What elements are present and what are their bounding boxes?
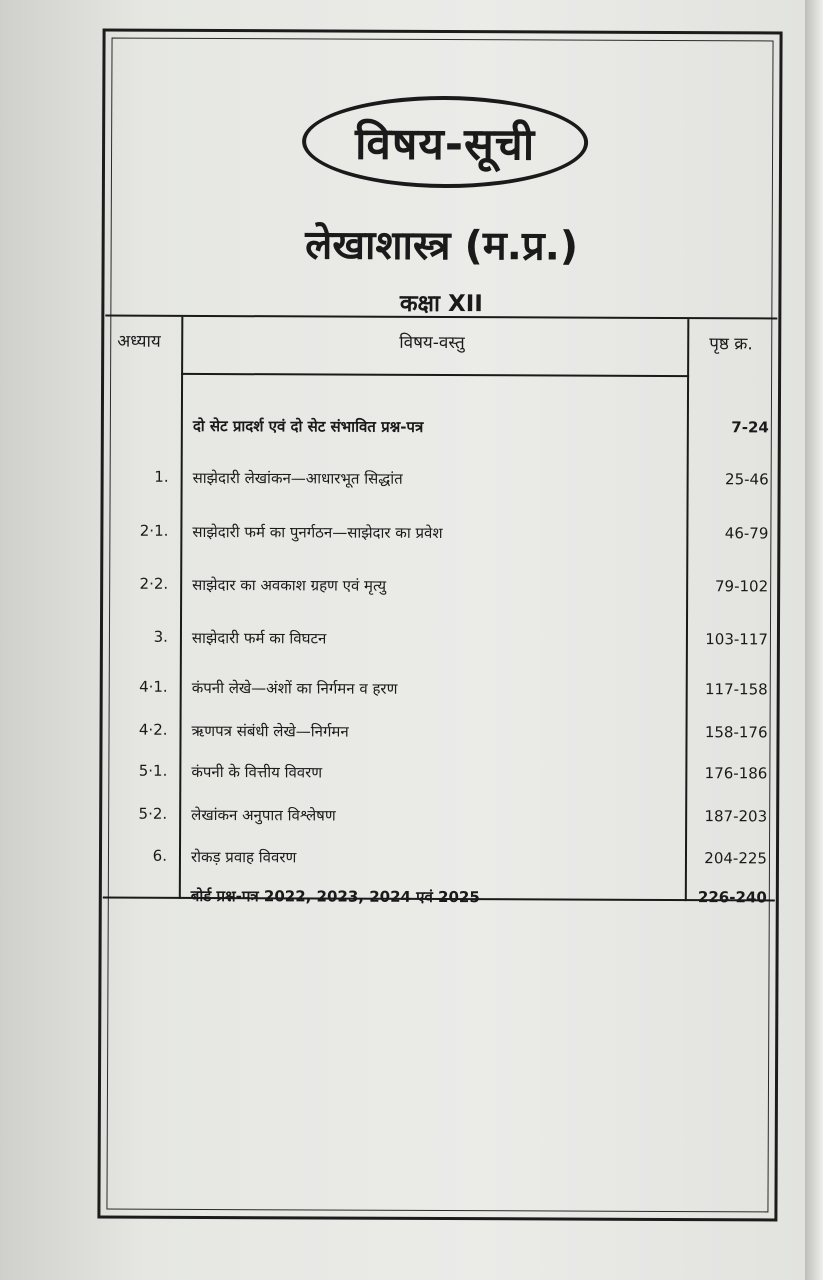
page-range: 46-79 bbox=[724, 524, 769, 543]
table-row bbox=[103, 721, 775, 754]
page-range: 7-24 bbox=[731, 418, 769, 437]
page-range: 158-176 bbox=[704, 723, 768, 742]
table-row bbox=[105, 416, 777, 449]
table-row bbox=[104, 628, 776, 661]
page-range: 204-225 bbox=[704, 849, 768, 868]
table-row bbox=[103, 805, 775, 838]
chapter-title: दो सेट प्रादर्श एवं दो सेट संभावित प्रश्न-पत्र bbox=[192, 416, 424, 436]
page-range: 187-203 bbox=[704, 807, 768, 826]
header-rule bbox=[181, 373, 689, 377]
header-chapter: अध्याय bbox=[117, 331, 161, 352]
page-range: 226-240 bbox=[697, 888, 767, 907]
contents-frame bbox=[97, 29, 782, 1222]
table-row bbox=[104, 522, 776, 555]
page-range: 79-102 bbox=[714, 577, 769, 596]
chapter-title: साझेदारी लेखांकन—आधारभूत सिद्धांत bbox=[192, 468, 403, 488]
subject-title: लेखाशास्त्र (म.प्र.) bbox=[305, 222, 579, 270]
table-row bbox=[103, 847, 775, 880]
chapter-title: बोर्ड प्रश्न-पत्र 2022, 2023, 2024 एवं 2025 bbox=[190, 886, 480, 907]
page-range: 25-46 bbox=[725, 470, 769, 489]
chapter-number: 5·1. bbox=[138, 761, 168, 780]
header-page: पृष्ठ क्र. bbox=[709, 334, 753, 355]
chapter-number: 6. bbox=[152, 846, 168, 865]
inner-border bbox=[106, 38, 773, 1213]
chapter-title: ऋणपत्र संबंधी लेखे—निर्गमन bbox=[191, 721, 349, 741]
chapter-number: 5·2. bbox=[138, 804, 168, 823]
chapter-number: 4·1. bbox=[139, 677, 168, 696]
page-range: 176-186 bbox=[704, 764, 768, 783]
chapter-number: 1. bbox=[154, 467, 169, 486]
page-range: 117-158 bbox=[704, 680, 768, 699]
table-row bbox=[103, 886, 775, 919]
chapter-title: साझेदार का अवकाश ग्रहण एवं मृत्यु bbox=[192, 575, 387, 595]
chapter-title: कंपनी के वित्तीय विवरण bbox=[191, 762, 323, 782]
header-content: विषय-वस्तु bbox=[399, 332, 465, 354]
page-edge bbox=[805, 0, 823, 1280]
table-row bbox=[103, 762, 775, 795]
chapter-title: लेखांकन अनुपात विश्लेषण bbox=[191, 805, 336, 825]
chapter-number: 3. bbox=[153, 627, 168, 646]
chapter-number: 4·2. bbox=[138, 720, 168, 739]
chapter-number: 2·1. bbox=[139, 521, 169, 540]
contents-table bbox=[103, 317, 778, 907]
title-oval bbox=[302, 95, 588, 188]
chapter-title: साझेदारी फर्म का पुनर्गठन—साझेदार का प्रवेश bbox=[192, 522, 443, 543]
chapter-title: रोकड़ प्रवाह विवरण bbox=[190, 847, 297, 867]
page-title: विषय-सूची bbox=[354, 118, 536, 171]
table-row bbox=[104, 678, 776, 711]
table-row bbox=[104, 575, 776, 608]
chapter-title: कंपनी लेखे—अंशों का निर्गमन व हरण bbox=[191, 678, 398, 698]
chapter-number: 2·2. bbox=[139, 574, 169, 593]
class-label: कक्षा XII bbox=[399, 290, 483, 318]
chapter-title: साझेदारी फर्म का विघटन bbox=[191, 628, 327, 648]
table-row bbox=[105, 468, 777, 501]
page-range: 103-117 bbox=[705, 630, 768, 649]
